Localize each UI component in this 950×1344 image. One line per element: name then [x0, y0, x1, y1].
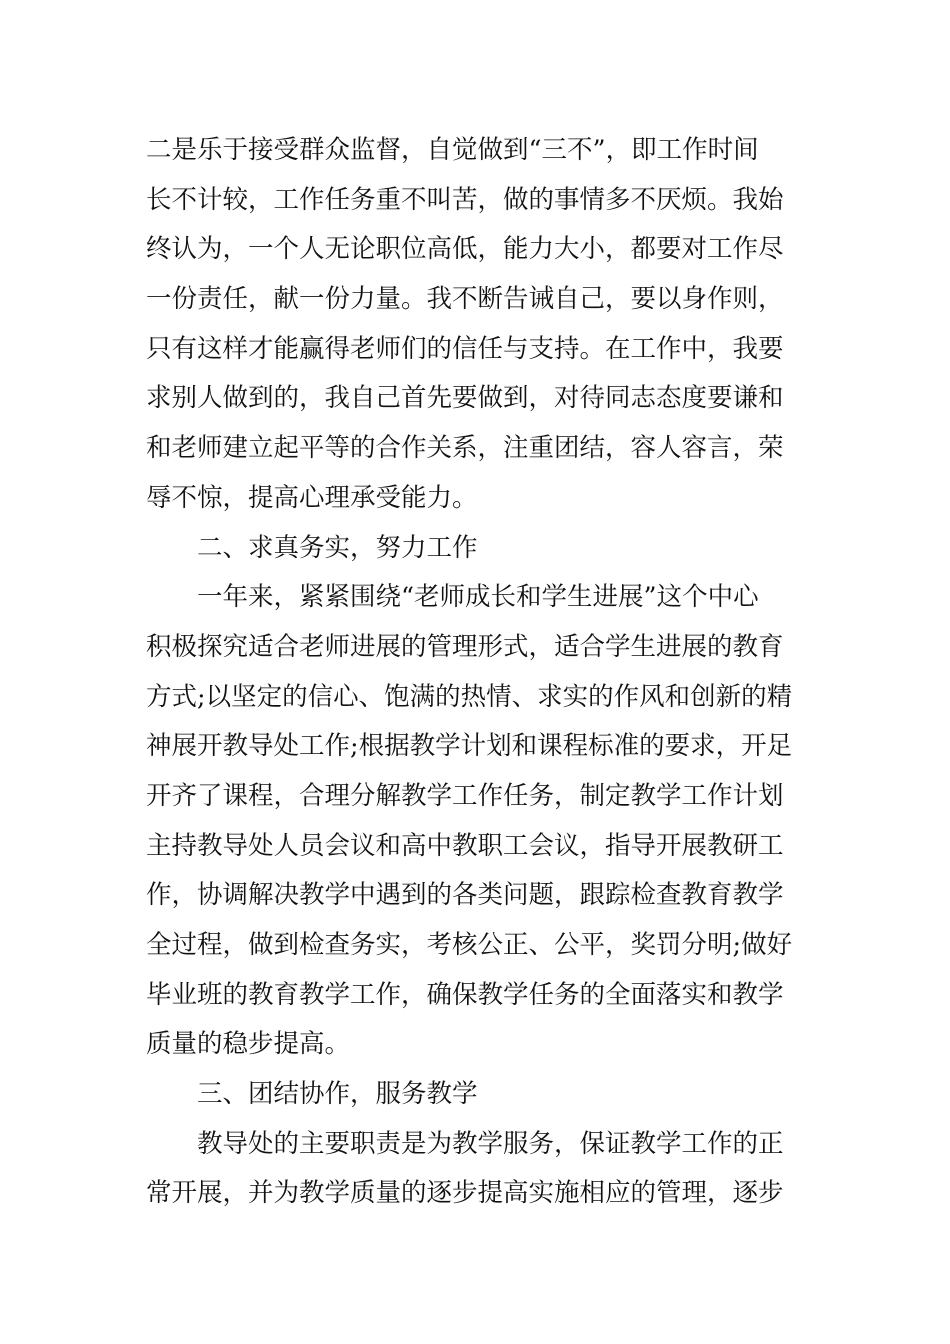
text-line: 和老师建立起平等的合作关系，注重团结，容人容言，荣 — [146, 433, 784, 464]
text-line: 方式;以坚定的信心、饱满的热情、求实的作风和创新的精 — [146, 681, 793, 712]
text-line: 常开展，并为教学质量的逐步提高实施相应的管理，逐步 — [146, 1178, 784, 1209]
text-line: 作，协调解决教学中遇到的各类问题，跟踪检查教育教学 — [146, 880, 784, 911]
text-line: 积极探究适合老师进展的管理形式，适合学生进展的教育 — [146, 631, 784, 662]
text-line: 求别人做到的，我自己首先要做到，对待同志态度要谦和 — [146, 383, 784, 414]
text-line: 质量的稳步提高。 — [146, 1029, 351, 1060]
text-line: 主持教导处人员会议和高中教职工会议，指导开展教研工 — [146, 830, 784, 861]
text-line: 一份责任，献一份力量。我不断告诫自己，要以身作则， — [146, 284, 784, 315]
text-line: 长不计较，工作任务重不叫苦，做的事情多不厌烦。我始 — [146, 184, 784, 215]
text-line: 全过程，做到检查务实，考核公正、公平，奖罚分明;做好 — [146, 930, 793, 960]
document-body — [146, 126, 810, 1219]
text-line: 一年来，紧紧围绕“老师成长和学生进展”这个中心 — [197, 582, 759, 613]
text-line: 开齐了课程，合理分解教学工作任务，制定教学工作计划 — [146, 780, 784, 811]
text-line: 毕业班的教育教学工作，确保教学任务的全面落实和教学 — [146, 979, 784, 1010]
text-line: 神展开教导处工作;根据教学计划和课程标准的要求，开足 — [146, 731, 793, 762]
text-line: 二是乐于接受群众监督，自觉做到“三不”，即工作时间 — [146, 135, 759, 165]
text-line: 二、求真务实，努力工作 — [197, 532, 478, 563]
text-line: 辱不惊，提高心理承受能力。 — [146, 482, 478, 513]
text-line: 终认为，一个人无论职位高低，能力大小，都要对工作尽 — [146, 234, 784, 265]
text-line: 只有这样才能赢得老师们的信任与支持。在工作中，我要 — [146, 333, 784, 364]
text-line: 教导处的主要职责是为教学服务，保证教学工作的正 — [197, 1128, 784, 1159]
text-line: 三、团结协作，服务教学 — [197, 1079, 478, 1110]
